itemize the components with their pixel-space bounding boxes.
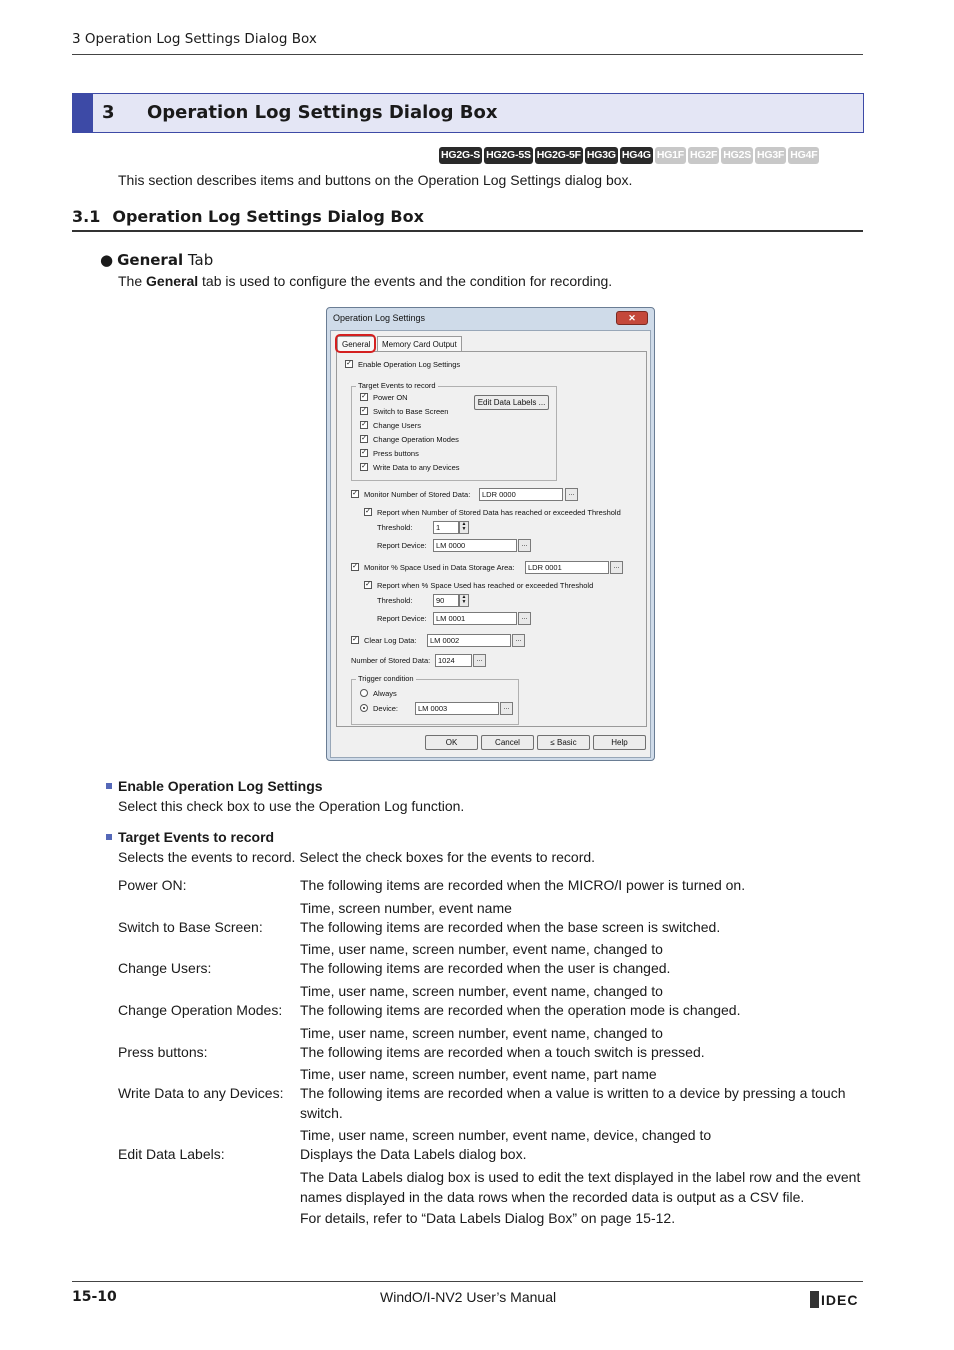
spin-icon[interactable]: ▲ ▼ <box>459 521 469 534</box>
bullet-icon: ● <box>100 251 114 269</box>
report-space-label: Report when % Space Used has reached or exceeded Threshold <box>377 581 594 590</box>
close-icon[interactable]: ✕ <box>616 311 648 325</box>
tab-highlight-ring <box>335 334 376 353</box>
event-definition: The following items are recorded when the operation mode is changed. <box>300 1002 741 1018</box>
browse-button[interactable]: ... <box>565 488 578 501</box>
event-term: Change Users: <box>118 960 212 976</box>
event-checkbox[interactable]: ✓ <box>361 393 367 400</box>
event-definition: The following items are recorded when the user is changed. <box>300 960 671 976</box>
tab-memory-card-output[interactable]: Memory Card Output <box>377 336 462 352</box>
spin-icon[interactable]: ▲ ▼ <box>459 594 469 607</box>
trigger-device-label: Device: <box>373 704 399 713</box>
report-device-field[interactable]: LM 0001 <box>433 612 517 625</box>
event-definition: Displays the Data Labels dialog box. <box>300 1146 527 1162</box>
clear-log-label: Clear Log Data: <box>364 636 417 645</box>
event-detail: Time, user name, screen number, event name, changed to <box>300 1025 663 1041</box>
item-heading <box>106 829 274 845</box>
enable-checkbox[interactable]: ✓ <box>346 360 352 367</box>
event-checkbox[interactable]: ✓ <box>361 449 367 456</box>
event-term: Switch to Base Screen: <box>118 919 263 935</box>
report-device-label: Report Device: <box>377 614 427 623</box>
edit-data-labels-button[interactable]: Edit Data Labels ... <box>474 395 549 410</box>
event-label: Write Data to any Devices <box>373 463 460 472</box>
general-tab-heading <box>100 251 213 269</box>
tab-general[interactable]: General <box>337 336 375 352</box>
monitor-stored-field[interactable]: LDR 0000 <box>479 488 563 501</box>
report-device-label: Report Device: <box>377 541 427 550</box>
event-label: Switch to Base Screen <box>373 407 449 416</box>
event-checkbox[interactable]: ✓ <box>361 421 367 428</box>
event-definition: The following items are recorded when a value is written to a device by pressing a touch switch. <box>300 1085 846 1121</box>
event-detail: Time, screen number, event name <box>300 900 512 916</box>
event-checkbox[interactable]: ✓ <box>361 463 367 470</box>
model-badge: HG4G <box>620 147 653 164</box>
target-events-group-title: Target Events to record <box>358 381 436 390</box>
monitor-space-label: Monitor % Space Used in Data Storage Area: <box>364 563 515 572</box>
num-stored-label: Number of Stored Data: <box>351 656 431 665</box>
chapter-accent-bar <box>73 94 93 132</box>
ok-button[interactable]: OK <box>425 735 478 750</box>
clear-log-field[interactable]: LM 0002 <box>427 634 511 647</box>
dialog-body <box>330 330 651 758</box>
monitor-stored-checkbox[interactable]: ✓ <box>352 490 358 497</box>
chapter-title: Operation Log Settings Dialog Box <box>147 102 498 123</box>
desc-bold: General <box>146 273 199 289</box>
event-checkbox[interactable]: ✓ <box>361 407 367 414</box>
general-tab-panel <box>336 351 647 727</box>
item-description: Selects the events to record. Select the check boxes for the events to record. <box>118 849 596 865</box>
page-number: 15-10 <box>72 1289 117 1305</box>
event-detail: Time, user name, screen number, event name, part name <box>300 1066 657 1082</box>
logo-mark-icon <box>810 1291 819 1308</box>
general-tab-description <box>118 273 612 289</box>
browse-button[interactable]: ... <box>518 539 531 552</box>
section-title-text: Operation Log Settings Dialog Box <box>112 207 424 226</box>
section-number: 3.1 <box>72 207 101 226</box>
threshold-field[interactable]: 1 <box>433 521 459 534</box>
event-cross-reference: For details, refer to “Data Labels Dialog Box” on page 15-12. <box>300 1210 676 1226</box>
cancel-button[interactable]: Cancel <box>481 735 534 750</box>
item-description: Select this check box to use the Operation Log function. <box>118 798 465 814</box>
model-badge: HG2F <box>688 147 719 164</box>
chapter-number: 3 <box>102 102 115 123</box>
section-title <box>72 207 424 226</box>
model-badge: HG1F <box>655 147 686 164</box>
desc-pre: The <box>118 273 147 289</box>
model-badge: HG4F <box>788 147 819 164</box>
item-title: Target Events to record <box>118 829 275 845</box>
browse-button[interactable]: ... <box>512 634 525 647</box>
event-term: Press buttons: <box>118 1044 208 1060</box>
event-term: Edit Data Labels: <box>118 1146 225 1162</box>
browse-button[interactable]: ... <box>473 654 486 667</box>
model-badge: HG2G-5F <box>535 147 583 164</box>
event-checkbox[interactable]: ✓ <box>361 435 367 442</box>
threshold-label: Threshold: <box>377 523 413 532</box>
help-button[interactable]: Help <box>593 735 646 750</box>
event-term: Change Operation Modes: <box>118 1002 283 1018</box>
monitor-space-field[interactable]: LDR 0001 <box>525 561 609 574</box>
manual-title: WindO/I-NV2 User’s Manual <box>380 1289 557 1305</box>
event-detail: Time, user name, screen number, event name, changed to <box>300 983 663 999</box>
model-badge: HG3G <box>585 147 618 164</box>
event-term: Power ON: <box>118 877 187 893</box>
event-definition: The following items are recorded when a touch switch is pressed. <box>300 1044 705 1060</box>
trigger-always-radio[interactable] <box>360 689 368 697</box>
header-rule <box>72 54 863 55</box>
event-label: Change Operation Modes <box>373 435 459 444</box>
trigger-device-radio[interactable] <box>360 704 368 712</box>
browse-button[interactable]: ... <box>610 561 623 574</box>
event-detail: Time, user name, screen number, event name, device, changed to <box>300 1127 712 1143</box>
section-rule <box>72 230 863 232</box>
model-badge: HG3F <box>755 147 786 164</box>
num-stored-field[interactable]: 1024 <box>435 654 472 667</box>
model-badge: HG2S <box>721 147 753 164</box>
clear-log-checkbox[interactable]: ✓ <box>352 636 358 643</box>
trigger-device-field[interactable]: LM 0003 <box>415 702 499 715</box>
model-badge: HG2G-5S <box>484 147 533 164</box>
dialog-title: Operation Log Settings <box>333 313 426 323</box>
event-detail: The Data Labels dialog box is used to edit the text displayed in the label row and the event names displayed in the data rows when the recorded data is output as a CSV file. <box>300 1169 861 1205</box>
threshold-label: Threshold: <box>377 596 413 605</box>
event-definition: The following items are recorded when the MICRO/I power is turned on. <box>300 877 746 893</box>
event-label: Press buttons <box>373 449 419 458</box>
general-tab-suffix: Tab <box>183 251 214 269</box>
item-title: Enable Operation Log Settings <box>118 778 323 794</box>
trigger-always-label: Always <box>373 689 397 698</box>
report-stored-checkbox[interactable]: ✓ <box>365 508 371 515</box>
model-badges <box>439 147 819 164</box>
report-device-field[interactable]: LM 0000 <box>433 539 517 552</box>
event-detail: Time, user name, screen number, event name, changed to <box>300 941 663 957</box>
event-label: Change Users <box>373 421 421 430</box>
intro-text: This section describes items and buttons on the Operation Log Settings dialog box. <box>118 172 633 188</box>
event-label: Power ON <box>373 393 408 402</box>
threshold-field[interactable]: 90 <box>433 594 459 607</box>
item-heading <box>106 778 323 794</box>
event-definition: The following items are recorded when the base screen is switched. <box>300 919 721 935</box>
browse-button[interactable]: ... <box>500 702 513 715</box>
footer-rule <box>72 1281 863 1282</box>
square-bullet-icon <box>106 834 112 840</box>
monitor-space-checkbox[interactable]: ✓ <box>352 563 358 570</box>
logo-text: IDEC <box>821 1291 859 1308</box>
model-badge: HG2G-S <box>439 147 482 164</box>
running-header: 3 Operation Log Settings Dialog Box <box>72 31 317 47</box>
idec-logo <box>810 1291 858 1308</box>
event-term: Write Data to any Devices: <box>118 1085 284 1101</box>
report-space-checkbox[interactable]: ✓ <box>365 581 371 588</box>
general-tab-name: General <box>117 251 184 269</box>
enable-label: Enable Operation Log Settings <box>358 360 461 369</box>
operation-log-settings-dialog <box>326 307 655 761</box>
basic-button[interactable]: ≤ Basic <box>537 735 590 750</box>
report-stored-label: Report when Number of Stored Data has reached or exceeded Threshold <box>377 508 621 517</box>
monitor-stored-label: Monitor Number of Stored Data: <box>364 490 471 499</box>
desc-post: tab is used to configure the events and the condition for recording. <box>198 273 613 289</box>
square-bullet-icon <box>106 783 112 789</box>
browse-button[interactable]: ... <box>518 612 531 625</box>
trigger-condition-title: Trigger condition <box>358 674 414 683</box>
chapter-heading <box>72 93 864 133</box>
